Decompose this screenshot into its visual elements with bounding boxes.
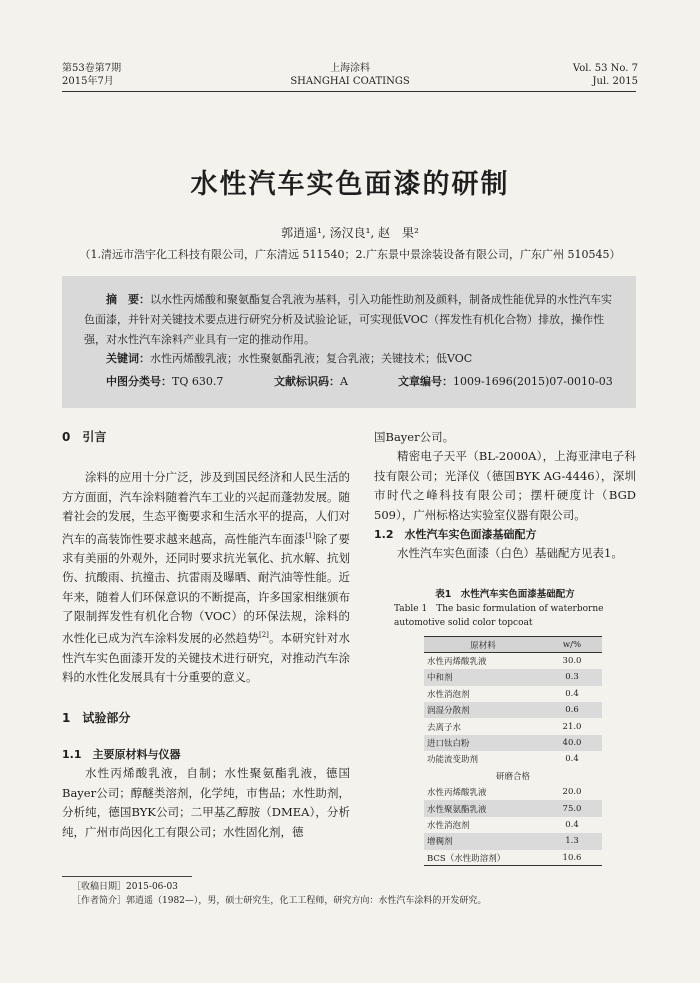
- table-cell-value: 10.6: [542, 850, 602, 866]
- header-volume-en: Vol. 53 No. 7: [572, 63, 638, 74]
- table-cell-material: 水性丙烯酸乳液: [427, 657, 487, 668]
- citation-2: [2]: [258, 631, 269, 640]
- abstract: [84, 290, 618, 350]
- table-row: [424, 817, 602, 833]
- left-column: [62, 428, 350, 842]
- table-cell-material: BCS（水性助溶剂）: [424, 850, 542, 866]
- table-row: [424, 833, 602, 849]
- table-row: [424, 784, 602, 800]
- section-0-heading: 0 引言: [62, 430, 107, 444]
- header-journal-en: SHANGHAI COATINGS: [290, 76, 410, 87]
- keywords: [106, 350, 472, 366]
- table-row: [424, 800, 602, 816]
- section-1-2-heading: 1.2 水性汽车实色面漆基础配方: [374, 528, 537, 542]
- article-title: 水性汽车实色面漆的研制: [190, 169, 510, 200]
- footnote-received: ［收稿日期］2015-06-03: [72, 882, 178, 892]
- table-cell-value: 0.4: [565, 819, 579, 830]
- article-number: 文章编号：1009-1696(2015)07-0010-03: [398, 375, 613, 388]
- table-cell-value: 1.3: [542, 833, 602, 849]
- header-date: 2015年7月: [62, 76, 114, 87]
- clc-number: 中图分类号：TQ 630.7: [106, 375, 224, 388]
- table-cell-material: 去离子水: [427, 722, 462, 733]
- materials-continuation: 国Bayer公司。: [374, 430, 455, 444]
- article-affiliations: （1.清远市浩宇化工科技有限公司，广东清远 511540；2.广东景中景涂装设备有限公司，广东广州 510545）: [79, 248, 621, 261]
- formulation-table: [424, 636, 602, 866]
- table-cell-material: 增稠剂: [424, 833, 542, 849]
- table-header-wt: w/%: [542, 637, 602, 653]
- article-authors: 郭逍遥¹, 汤汉良¹, 赵 果²: [281, 226, 419, 240]
- citation-1: [1]: [305, 531, 316, 540]
- footnote-rule: [62, 876, 192, 877]
- table-cell-material: 水性丙烯酸乳液: [427, 788, 487, 799]
- table-cell-value: 75.0: [542, 800, 602, 816]
- section-1-1-heading: 1.1 主要原材料与仪器: [62, 747, 181, 761]
- table-row: [424, 702, 602, 718]
- table-header-material: 原材料: [424, 637, 542, 653]
- table-row: [424, 735, 602, 751]
- table-row: [424, 718, 602, 734]
- table-cell-material: 水性聚氨酯乳液: [424, 800, 542, 816]
- table-cell-value: 0.6: [542, 702, 602, 718]
- table-row: [424, 686, 602, 702]
- table-grind-label: 研磨合格: [495, 771, 530, 782]
- doc-code: 文献标识码：A: [274, 375, 348, 388]
- keywords-text: 水性丙烯酸乳液；水性聚氨酯乳液；复合乳液；关键技术；低VOC: [150, 352, 473, 365]
- table-cell-value: 0.4: [565, 688, 579, 699]
- table-cell-material: 水性消泡剂: [427, 820, 470, 831]
- header-issue-en: [573, 62, 638, 88]
- table-row: [424, 850, 602, 866]
- materials-paragraph: 水性丙烯酸乳液，自制；水性聚氨酯乳液，德国Bayer公司；醇醚类溶剂，化学纯，市售品；水性助剂，分析纯，德国BYK公司；二甲基乙醇胺（DMEA），分析纯，广州市尚因化工有限公司；水性固化剂，德: [62, 766, 350, 839]
- right-column: [374, 428, 636, 564]
- table-cell-material: 功能流变助剂: [427, 755, 479, 766]
- table-cell-value: 40.0: [542, 735, 602, 751]
- table-cell-material: 中和剂: [424, 669, 542, 685]
- header-volume: 第53卷第7期: [62, 63, 122, 74]
- table-caption-en: Table 1 The basic formulation of waterborne automotive solid color topcoat: [394, 604, 604, 628]
- table-cell-material: 润湿分散剂: [424, 702, 542, 718]
- abstract-label: 摘 要：: [106, 293, 150, 306]
- header-journal-cn: 上海涂料: [330, 63, 370, 74]
- intro-paragraph: 涂料的应用十分广泛，涉及到国民经济和人民生活的方方面面，汽车涂料随着汽车工业的兴起而蓬勃发展。随着社会的发展，生态平衡要求和生活水平的提高，人们对汽车的高装饰性要求越来越高，高性能汽车面漆[1]除了要求有美丽的外观外，还同时要求抗光氧化、抗水解、抗划伤、抗酸雨、抗撞击、抗雷雨及曝晒、耐汽油等性能。近年来，随着人们环保意识的不断提高，许多国家相继颁布了限制挥发性有机化合物（VOC）的环保法规，涂料的水性化已成为汽车涂料发展的必然趋势[2]。本研究针对水性汽车实色面漆开发的关键技术进行研究，对推动汽车涂料的水性化发展具有十分重要的意义。: [62, 470, 351, 685]
- table-caption-cn: 表1 水性汽车实色面漆基础配方: [435, 589, 575, 600]
- table-cell-material: 水性消泡剂: [427, 689, 470, 700]
- table-row: [424, 669, 602, 685]
- table-cell-value: 30.0: [562, 656, 582, 667]
- instruments-paragraph: 精密电子天平（BL-2000A），上海亚津电子科技有限公司；光泽仪（德国BYK AG-4446），深圳市时代之峰科技有限公司；摆杆硬度计（BGD 509），广州标格达实验室仪器有限公司。: [374, 449, 636, 522]
- formula-intro: 水性汽车实色面漆（白色）基础配方见表1。: [397, 546, 623, 561]
- table-header-row: [424, 637, 602, 653]
- header-rule: [62, 91, 636, 92]
- header-date-en: Jul. 2015: [592, 76, 638, 87]
- table-cell-value: 0.4: [565, 754, 579, 765]
- keywords-label: 关键词：: [106, 352, 150, 365]
- table-cell-value: 21.0: [562, 721, 582, 732]
- table-cell-value: 0.3: [542, 669, 602, 685]
- table-row: [424, 653, 602, 669]
- section-1-heading: 1 试验部分: [62, 710, 131, 725]
- table-row: [424, 751, 602, 767]
- table-cell-value: 20.0: [562, 787, 582, 798]
- table-cell-material: 进口钛白粉: [424, 735, 542, 751]
- abstract-text: 以水性丙烯酸和聚氨酯复合乳液为基料，引入功能性助剂及颜料，制备成性能优异的水性汽车实色面漆，并针对关键技术要点进行研究分析及试验论证，可实现低VOC（挥发性有机化合物）排放，操作性强，对水性汽车涂料产业具有一定的推动作用。: [84, 293, 612, 346]
- footnote-author-bio: ［作者简介］郭逍遥（1982—），男，硕士研究生，化工工程师，研究方向：水性汽车涂料的开发研究。: [72, 896, 487, 906]
- table-subheader-row: [424, 768, 602, 784]
